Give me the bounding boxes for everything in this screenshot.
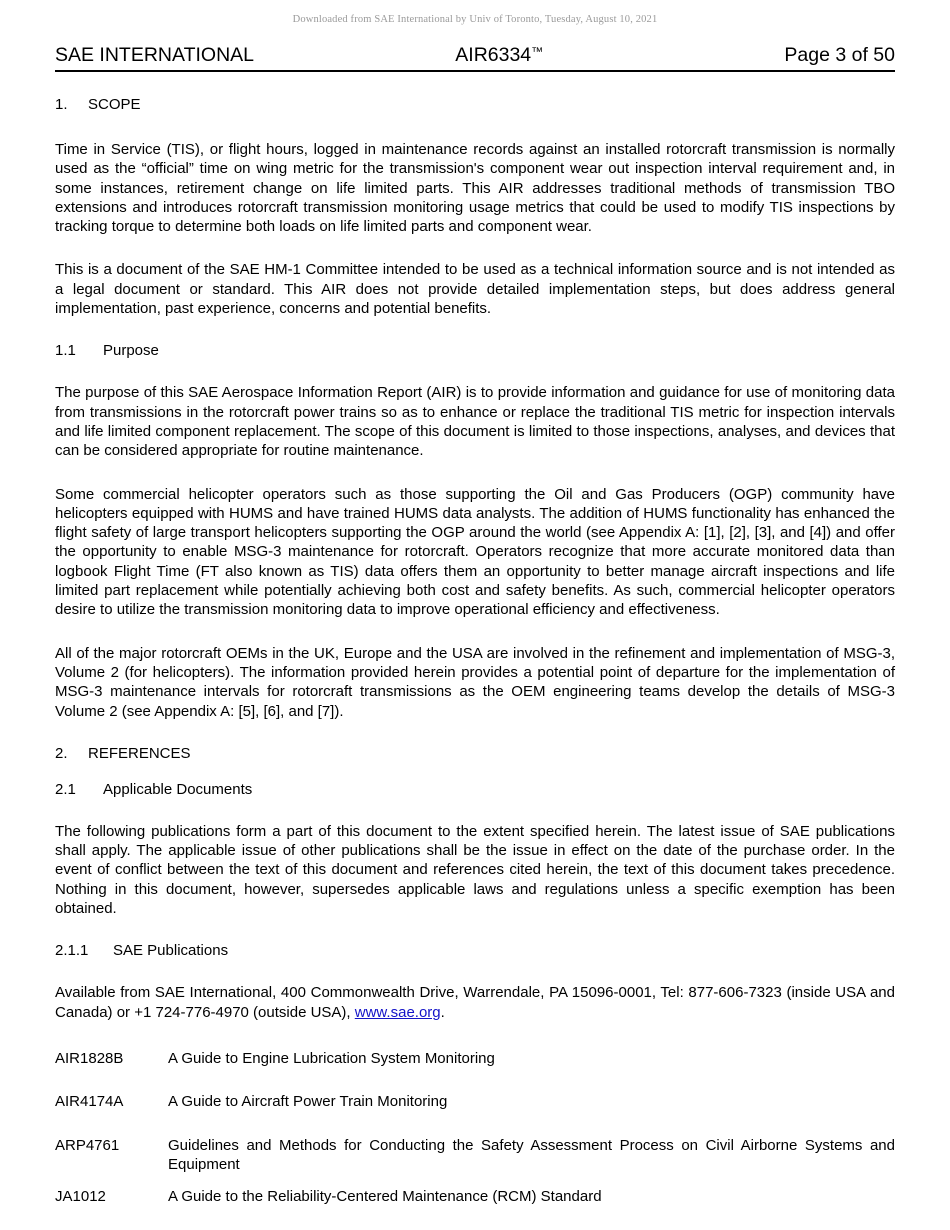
reference-title: Guidelines and Methods for Conducting the Safety Assessment Process on Civil Airborne Systems and Equipment	[168, 1136, 895, 1173]
spacer	[55, 1022, 895, 1049]
reference-title: A Guide to the Reliability-Centered Maintenance (RCM) Standard	[168, 1188, 602, 1206]
reference-entry	[55, 1187, 895, 1206]
heading-references-number: 2.	[55, 744, 68, 762]
purpose-paragraph-2: Some commercial helicopter operators such as those supporting the Oil and Gas Producers (OGP) community have helicopters equipped with HUMS and have trained HUMS data analysts. The addition of HUMS functionality has enhanced the flight safety of large transport helicopters supporting the OGP around the world (see Appendix A: [1], [2], [3], and [4]) and offer the opportunity to enable MSG-3 maintenance for rotorcraft. Operators recognize that more accurate monitored data than logbook Flight Time (FT also known as TIS) data offers them an opportunity to better manage aircraft inspections and life limited part replacement while potentially achieving both cost and safety benefits. As such, commercial helicopter operators desire to utilize the transmission monitoring data to improve operational efficiency and effectiveness.	[55, 485, 895, 619]
heading-applicable-documents-title: Applicable Documents	[103, 780, 253, 798]
reference-title: A Guide to Engine Lubrication System Monitoring	[168, 1049, 495, 1067]
heading-scope	[55, 96, 895, 113]
document-number-text: AIR6334	[455, 44, 532, 66]
heading-sae-publications-number: 2.1.1	[55, 942, 89, 960]
trademark-symbol: ™	[531, 44, 544, 59]
heading-references	[55, 745, 895, 762]
spacer	[55, 113, 895, 140]
heading-purpose	[55, 342, 895, 359]
sae-availability-paragraph	[55, 983, 895, 1022]
spacer	[55, 721, 895, 745]
header-organization: SAE INTERNATIONAL	[55, 44, 255, 66]
sae-website-link[interactable]: www.sae.org	[354, 1003, 441, 1021]
heading-scope-number: 1.	[55, 96, 68, 113]
reference-id: AIR4174A	[55, 1093, 124, 1111]
spacer	[55, 461, 895, 485]
spacer	[55, 959, 895, 983]
sae-availability-prefix: Available from SAE International, 400 Commonwealth Drive, Warrendale, PA 15096-0001, Tel: 877-606-7323 (inside USA and Canada) or +1 724-776-4970 (outside USA),	[55, 984, 895, 1021]
spacer	[55, 1174, 895, 1187]
purpose-paragraph-3: All of the major rotorcraft OEMs in the UK, Europe and the USA are involved in the refinement and implementation of MSG-3, Volume 2 (for helicopters). The information provided herein provides a potential point of departure for the implementation of MSG-3 maintenance intervals for rotorcraft transmissions as the OEM engineering teams develop the details of MSG-3 Volume 2 (see Appendix A: [5], [6], and [7]).	[55, 644, 895, 720]
heading-applicable-documents	[55, 781, 895, 798]
heading-sae-publications-title: SAE Publications	[113, 942, 229, 960]
scope-paragraph-2: This is a document of the SAE HM-1 Committee intended to be used as a technical information source and is not intended as a legal document or standard. This AIR does not provide detailed implementation steps, but does address general implementation, past experience, concerns and potential benefits.	[55, 261, 895, 318]
sae-availability-suffix: .	[440, 1003, 445, 1021]
heading-sae-publications	[55, 942, 895, 959]
heading-applicable-documents-number: 2.1	[55, 780, 76, 798]
spacer	[55, 762, 895, 781]
reference-entry	[55, 1092, 895, 1111]
heading-purpose-title: Purpose	[103, 342, 159, 360]
header-page-number: Page 3 of 50	[784, 44, 895, 66]
heading-references-title: REFERENCES	[88, 744, 191, 762]
document-header	[55, 44, 895, 72]
spacer	[55, 318, 895, 342]
spacer	[55, 1068, 895, 1092]
heading-purpose-number: 1.1	[55, 342, 76, 360]
document-body	[55, 96, 895, 1206]
spacer	[55, 1112, 895, 1136]
reference-title: A Guide to Aircraft Power Train Monitoring	[168, 1093, 448, 1111]
spacer	[55, 918, 895, 942]
heading-scope-title: SCOPE	[88, 96, 141, 113]
download-watermark: Downloaded from SAE International by Univ of Toronto, Tuesday, August 10, 2021	[292, 14, 658, 25]
spacer	[55, 359, 895, 383]
spacer	[55, 798, 895, 822]
header-document-number	[214, 44, 784, 67]
reference-id: JA1012	[55, 1188, 106, 1206]
spacer	[55, 620, 895, 644]
purpose-paragraph-1: The purpose of this SAE Aerospace Information Report (AIR) is to provide information and guidance for use of monitoring data from transmissions in the rotorcraft power trains so as to enhance or replace the traditional TIS metric for inspection intervals and life limited component replacement. The scope of this document is limited to those inspections, analyses, and devices that can be considered appropriate for routine maintenance.	[55, 384, 895, 460]
reference-entry	[55, 1049, 895, 1068]
applicable-documents-paragraph: The following publications form a part of this document to the extent specified herein. The latest issue of SAE publications shall apply. The applicable issue of other publications shall be the issue in effect on the date of the purchase order. In the event of conflict between the text of this document and references cited herein, the text of this document takes precedence. Nothing in this document, however, supersedes applicable laws and regulations unless a specific exemption has been obtained.	[55, 822, 895, 918]
reference-id: ARP4761	[55, 1136, 120, 1154]
scope-paragraph-1: Time in Service (TIS), or flight hours, logged in maintenance records against an installed rotorcraft transmission is normally used as the “official” time on wing metric for the transmission's component wear out inspection interval requirement and, in some instances, retirement change on life limited parts. This AIR addresses traditional methods of transmission TBO extensions and introduces rotorcraft transmission monitoring usage metrics that could be used to modify TIS inspections by tracking torque to determine both loads on life limited parts and component wear.	[55, 141, 895, 236]
reference-id: AIR1828B	[55, 1049, 124, 1067]
reference-entry	[55, 1136, 895, 1175]
spacer	[55, 236, 895, 260]
